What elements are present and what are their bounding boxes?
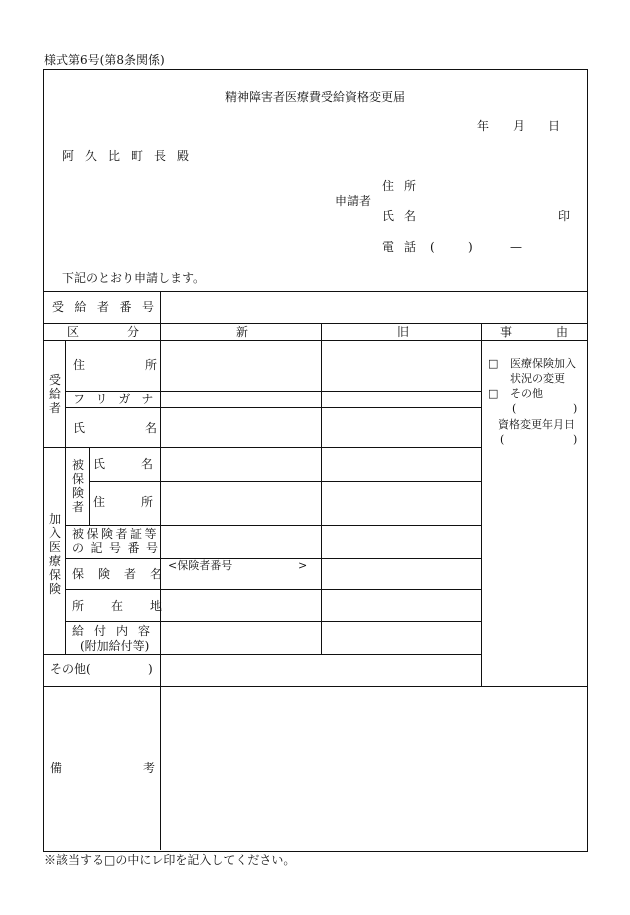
recipient-name-label: 氏名 xyxy=(73,421,218,435)
phone-close-paren: ) xyxy=(468,240,473,254)
applicant-name-label: 氏名 xyxy=(382,209,427,223)
benefit-label-line1: 給付内容 xyxy=(72,624,161,638)
location-label: 所在地 xyxy=(72,599,190,613)
insured-name-label: 氏名 xyxy=(93,457,190,471)
remarks-label: 考 xyxy=(143,761,156,775)
insured-address-label: 住所 xyxy=(93,495,190,509)
recipient-furigana-label: フリガナ xyxy=(73,392,165,406)
date-year-label: 年 xyxy=(477,119,490,133)
applicant-label: 申請者 xyxy=(335,194,372,208)
other-close-paren: ) xyxy=(148,662,153,676)
statement: 下記のとおり申請します。 xyxy=(62,271,206,285)
phone-label: 電話 xyxy=(382,240,427,254)
change-date-label: 資格変更年月日 xyxy=(498,418,575,431)
insurance-group-label: 加入医療保険 xyxy=(48,512,61,596)
phone-dash: — xyxy=(510,240,522,254)
remarks-label-first: 備 xyxy=(50,761,63,775)
insurer-name-label: 保険者名 xyxy=(72,567,177,581)
form-title: 精神障害者医療費受給資格変更届 xyxy=(224,90,405,104)
benefit-label-line2: (附加給付等) xyxy=(80,639,150,653)
reason-other: その他 xyxy=(510,387,543,400)
recipient-address-label: 住所 xyxy=(73,358,218,372)
column-category: 区分 xyxy=(67,325,188,339)
change-date-close: ) xyxy=(573,433,578,446)
applicant-address-label: 住所 xyxy=(382,179,427,193)
checkbox-insurance-change[interactable]: □ xyxy=(488,357,499,370)
card-number-label-line1: 被保険者証等 xyxy=(72,527,160,541)
checkbox-other[interactable]: □ xyxy=(488,387,499,400)
seal-mark: 印 xyxy=(558,209,571,223)
date-day-label: 日 xyxy=(548,119,561,133)
reason-insurance-line1: 医療保険加入 xyxy=(510,357,576,370)
addressee: 阿久比町長殿 xyxy=(62,149,201,163)
change-date-open: ( xyxy=(500,433,505,446)
column-new: 新 xyxy=(236,325,249,339)
insurer-number-placeholder: <保険者番号 xyxy=(168,559,233,572)
card-number-label-line2: の記号番号 xyxy=(72,541,165,555)
recipient-group-label: 受給者 xyxy=(48,373,61,415)
insured-group-label: 被保険者 xyxy=(71,458,84,514)
form-number: 様式第6号(第8条関係) xyxy=(44,53,165,67)
column-old: 旧 xyxy=(397,325,410,339)
other-label: その他( xyxy=(50,662,91,676)
column-reason: 事由 xyxy=(500,325,613,339)
recipient-number-label: 受 給 者 番 号 xyxy=(52,300,154,314)
reason-insurance-line2: 状況の変更 xyxy=(510,372,565,385)
phone-open-paren: ( xyxy=(430,240,435,254)
reason-other-close: ) xyxy=(573,402,578,415)
insurer-number-close: > xyxy=(298,559,308,572)
footnote: ※該当する□の中にレ印を記入してください。 xyxy=(44,853,296,867)
date-month-label: 月 xyxy=(513,119,526,133)
reason-other-open: ( xyxy=(512,402,517,415)
